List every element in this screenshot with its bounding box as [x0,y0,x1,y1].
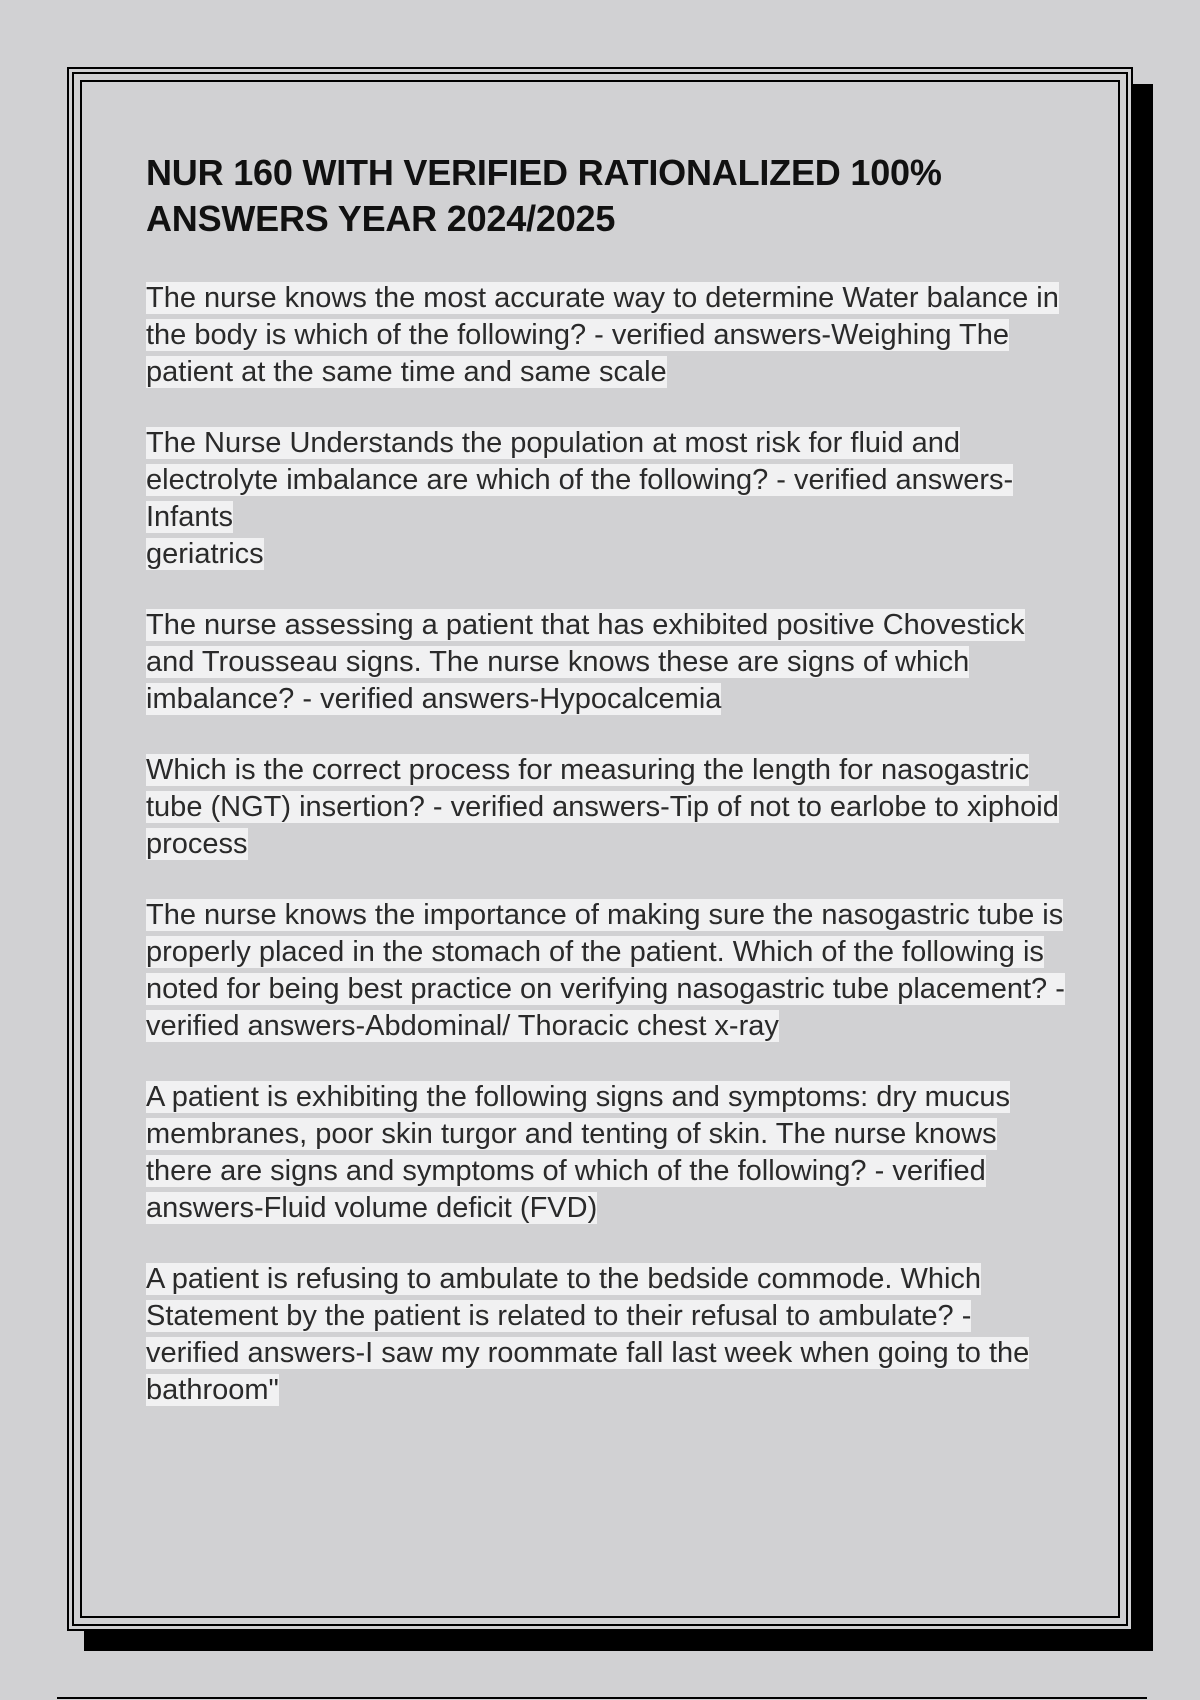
qa-answer: - verified answers-I saw my roommate fall last week when going to the bathroom" [146,1300,1030,1406]
qa-question: The nurse knows the importance of making sure the nasogastric tube is properly placed in the stomach of the patient. Which of the following is noted for being best practice on verifying nasogastric tube placement? [146,899,1064,1005]
qa-entry [146,1079,1066,1227]
qa-question: The nurse assessing a patient that has exhibited positive Chovestick and Trousseau signs. The nurse knows these are signs of which imbalance? [146,609,1025,715]
qa-answer: - verified answers-Fluid volume deficit (FVD) [146,1155,986,1224]
qa-question: The nurse knows the most accurate way to determine Water balance in the body is which of the following? [146,282,1059,351]
qa-entry [146,1261,1066,1409]
qa-answer: - verified answers-Tip of not to earlobe to xiphoid process [146,791,1059,860]
page-bottom-rule [57,1697,1147,1699]
qa-answer: - verified answers-Hypocalcemia [294,683,722,715]
qa-answer-extra: geriatrics [146,538,264,570]
qa-answer: - verified answers-Abdominal/ Thoracic chest x-ray [146,973,1065,1042]
qa-question: The Nurse Understands the population at most risk for fluid and electrolyte imbalance are which of the following? [146,427,961,496]
qa-question: A patient is exhibiting the following signs and symptoms: dry mucus membranes, poor skin turgor and tenting of skin. The nurse knows there are signs and symptoms of which of the following? [146,1081,1010,1187]
document-body [146,150,1066,1443]
qa-entry [146,280,1066,391]
qa-answer: - verified answers-Weighing The patient at the same time and same scale [146,319,1009,388]
qa-question: A patient is refusing to ambulate to the bedside commode. Which Statement by the patient is related to their refusal to ambulate? [146,1263,982,1332]
qa-answer: - verified answers-Infants [146,464,1014,533]
document-title: NUR 160 WITH VERIFIED RATIONALIZED 100% ANSWERS YEAR 2024/2025 [146,152,942,239]
qa-entry [146,897,1066,1045]
qa-question: Which is the correct process for measuring the length for nasogastric tube (NGT) insertion? [146,754,1030,823]
qa-entry [146,752,1066,863]
qa-entry [146,425,1066,573]
qa-entry [146,607,1066,718]
